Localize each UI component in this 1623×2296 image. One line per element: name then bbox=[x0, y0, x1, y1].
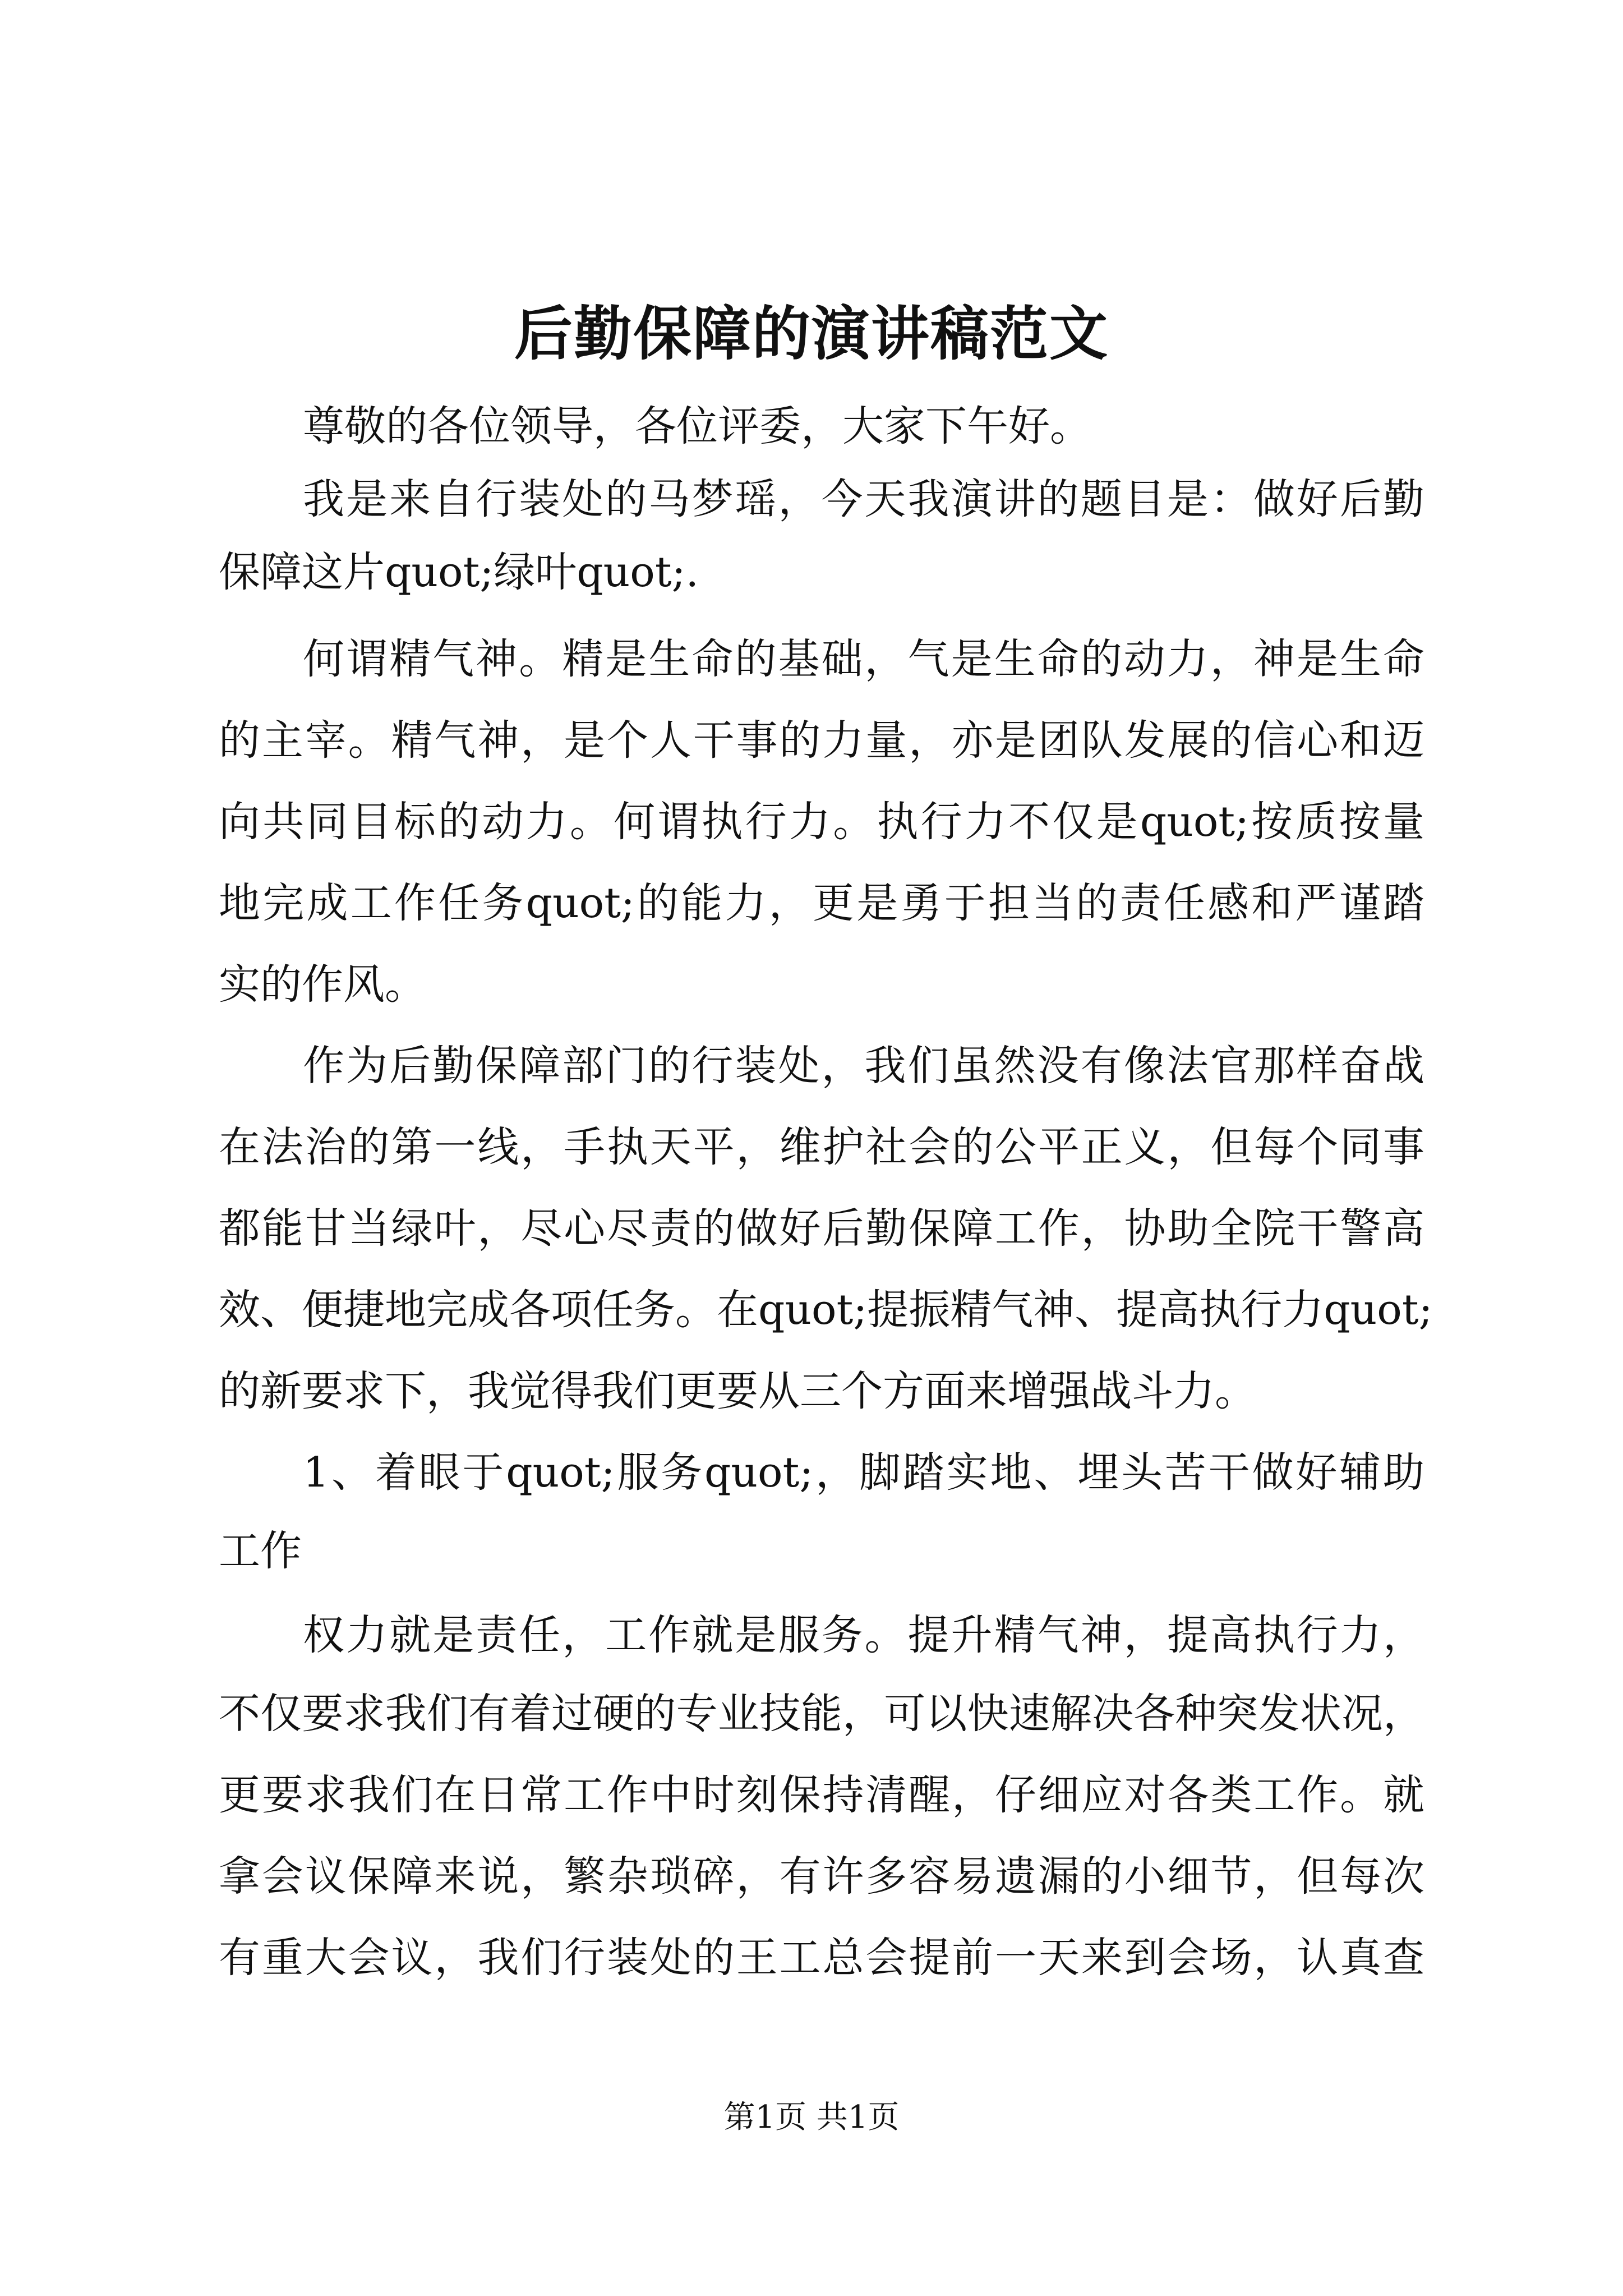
paragraph-line: 权力就是责任，工作就是服务。提升精气神，提高执行力， bbox=[303, 1611, 1424, 1659]
paragraph-line: 更要求我们在日常工作中时刻保持清醒，仔细应对各类工作。就 bbox=[219, 1771, 1424, 1819]
paragraph-line: 地完成工作任务quot;的能力，更是勇于担当的责任感和严谨踏 bbox=[219, 879, 1424, 927]
paragraph-line: 1、着眼于quot;服务quot;，脚踏实地、埋头苦干做好辅助 bbox=[303, 1448, 1424, 1497]
paragraph-line: 不仅要求我们有着过硬的专业技能，可以快速解决各种突发状况， bbox=[219, 1690, 1424, 1738]
page-footer: 第1页 共1页 bbox=[723, 2099, 900, 2136]
paragraph-line: 尊敬的各位领导，各位评委，大家下午好。 bbox=[303, 402, 1091, 450]
paragraph-line: 在法治的第一线，手执天平，维护社会的公平正义，但每个同事 bbox=[219, 1123, 1424, 1171]
paragraph-line: 拿会议保障来说，繁杂琐碎，有许多容易遗漏的小细节，但每次 bbox=[219, 1852, 1424, 1901]
document-title: 后勤保障的演讲稿范文 bbox=[514, 299, 1109, 368]
paragraph-line: 都能甘当绿叶，尽心尽责的做好后勤保障工作，协助全院干警高 bbox=[219, 1204, 1424, 1253]
paragraph-line: 有重大会议，我们行装处的王工总会提前一天来到会场，认真查 bbox=[219, 1934, 1424, 1982]
paragraph-line: 实的作风。 bbox=[219, 960, 426, 1009]
paragraph-line: 作为后勤保障部门的行装处，我们虽然没有像法官那样奋战 bbox=[303, 1042, 1424, 1090]
paragraph-line: 保障这片quot;绿叶quot;. bbox=[219, 548, 699, 596]
paragraph-line: 何谓精气神。精是生命的基础，气是生命的动力，神是生命 bbox=[303, 635, 1424, 683]
paragraph-line: 效、便捷地完成各项任务。在quot;提振精气神、提高执行力quot; bbox=[219, 1286, 1433, 1334]
paragraph-line: 的主宰。精气神，是个人干事的力量，亦是团队发展的信心和迈 bbox=[219, 716, 1424, 765]
paragraph-line: 我是来自行装处的马梦瑶，今天我演讲的题目是：做好后勤 bbox=[303, 475, 1424, 523]
paragraph-line: 向共同目标的动力。何谓执行力。执行力不仅是quot;按质按量 bbox=[219, 798, 1424, 846]
paragraph-line: 的新要求下，我觉得我们更要从三个方面来增强战斗力。 bbox=[219, 1367, 1256, 1415]
paragraph-line: 工作 bbox=[219, 1527, 302, 1575]
